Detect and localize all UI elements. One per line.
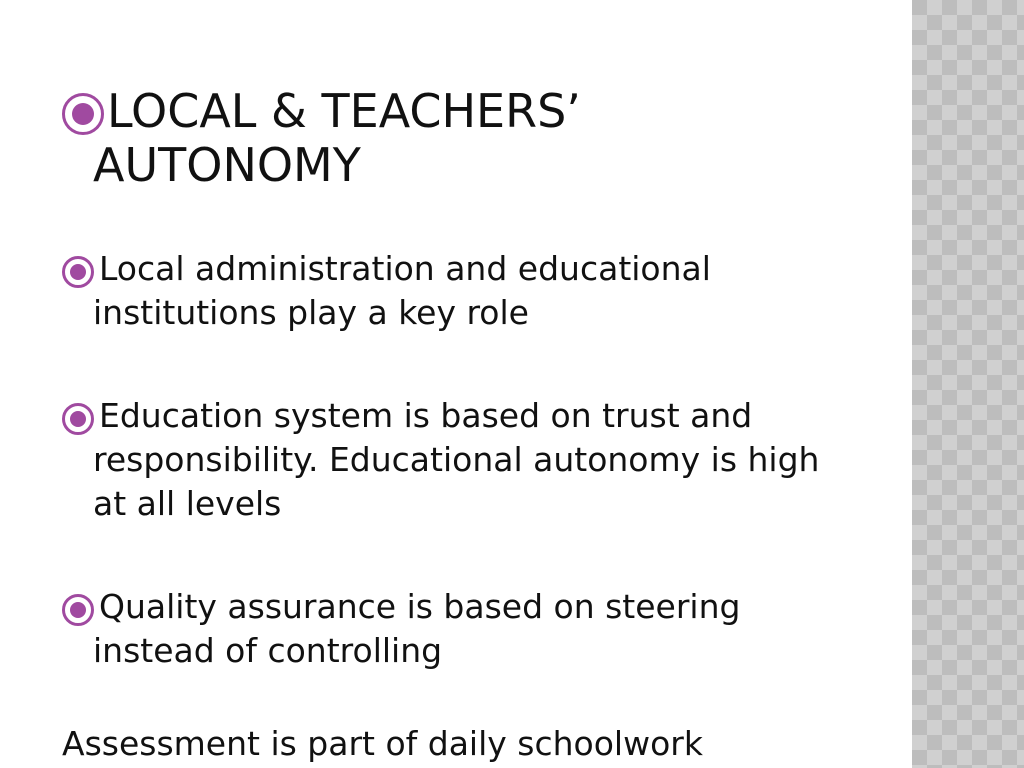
bullet-text: Quality assurance is based on steering instead of controlling [93, 587, 741, 670]
slide-content [62, 84, 862, 732]
bullet-text: Education system is based on trust and responsibility. Educational autonomy is high at all levels [93, 396, 820, 523]
heading-text: LOCAL & TEACHERS’ AUTONOMY [93, 84, 581, 192]
decorative-side-panel [912, 0, 1024, 768]
circle-dot-bullet-icon [62, 594, 94, 626]
circle-dot-bullet-icon [62, 403, 94, 435]
bullet-item [62, 585, 862, 673]
circle-dot-bullet-icon [62, 93, 104, 135]
bullet-item [62, 247, 862, 335]
bullet-item [62, 394, 862, 526]
slide-heading [62, 84, 862, 192]
circle-dot-bullet-icon [62, 256, 94, 288]
trailing-text: Assessment is part of daily schoolwork [62, 724, 703, 763]
bullet-text: Local administration and educational institutions play a key role [93, 249, 711, 332]
